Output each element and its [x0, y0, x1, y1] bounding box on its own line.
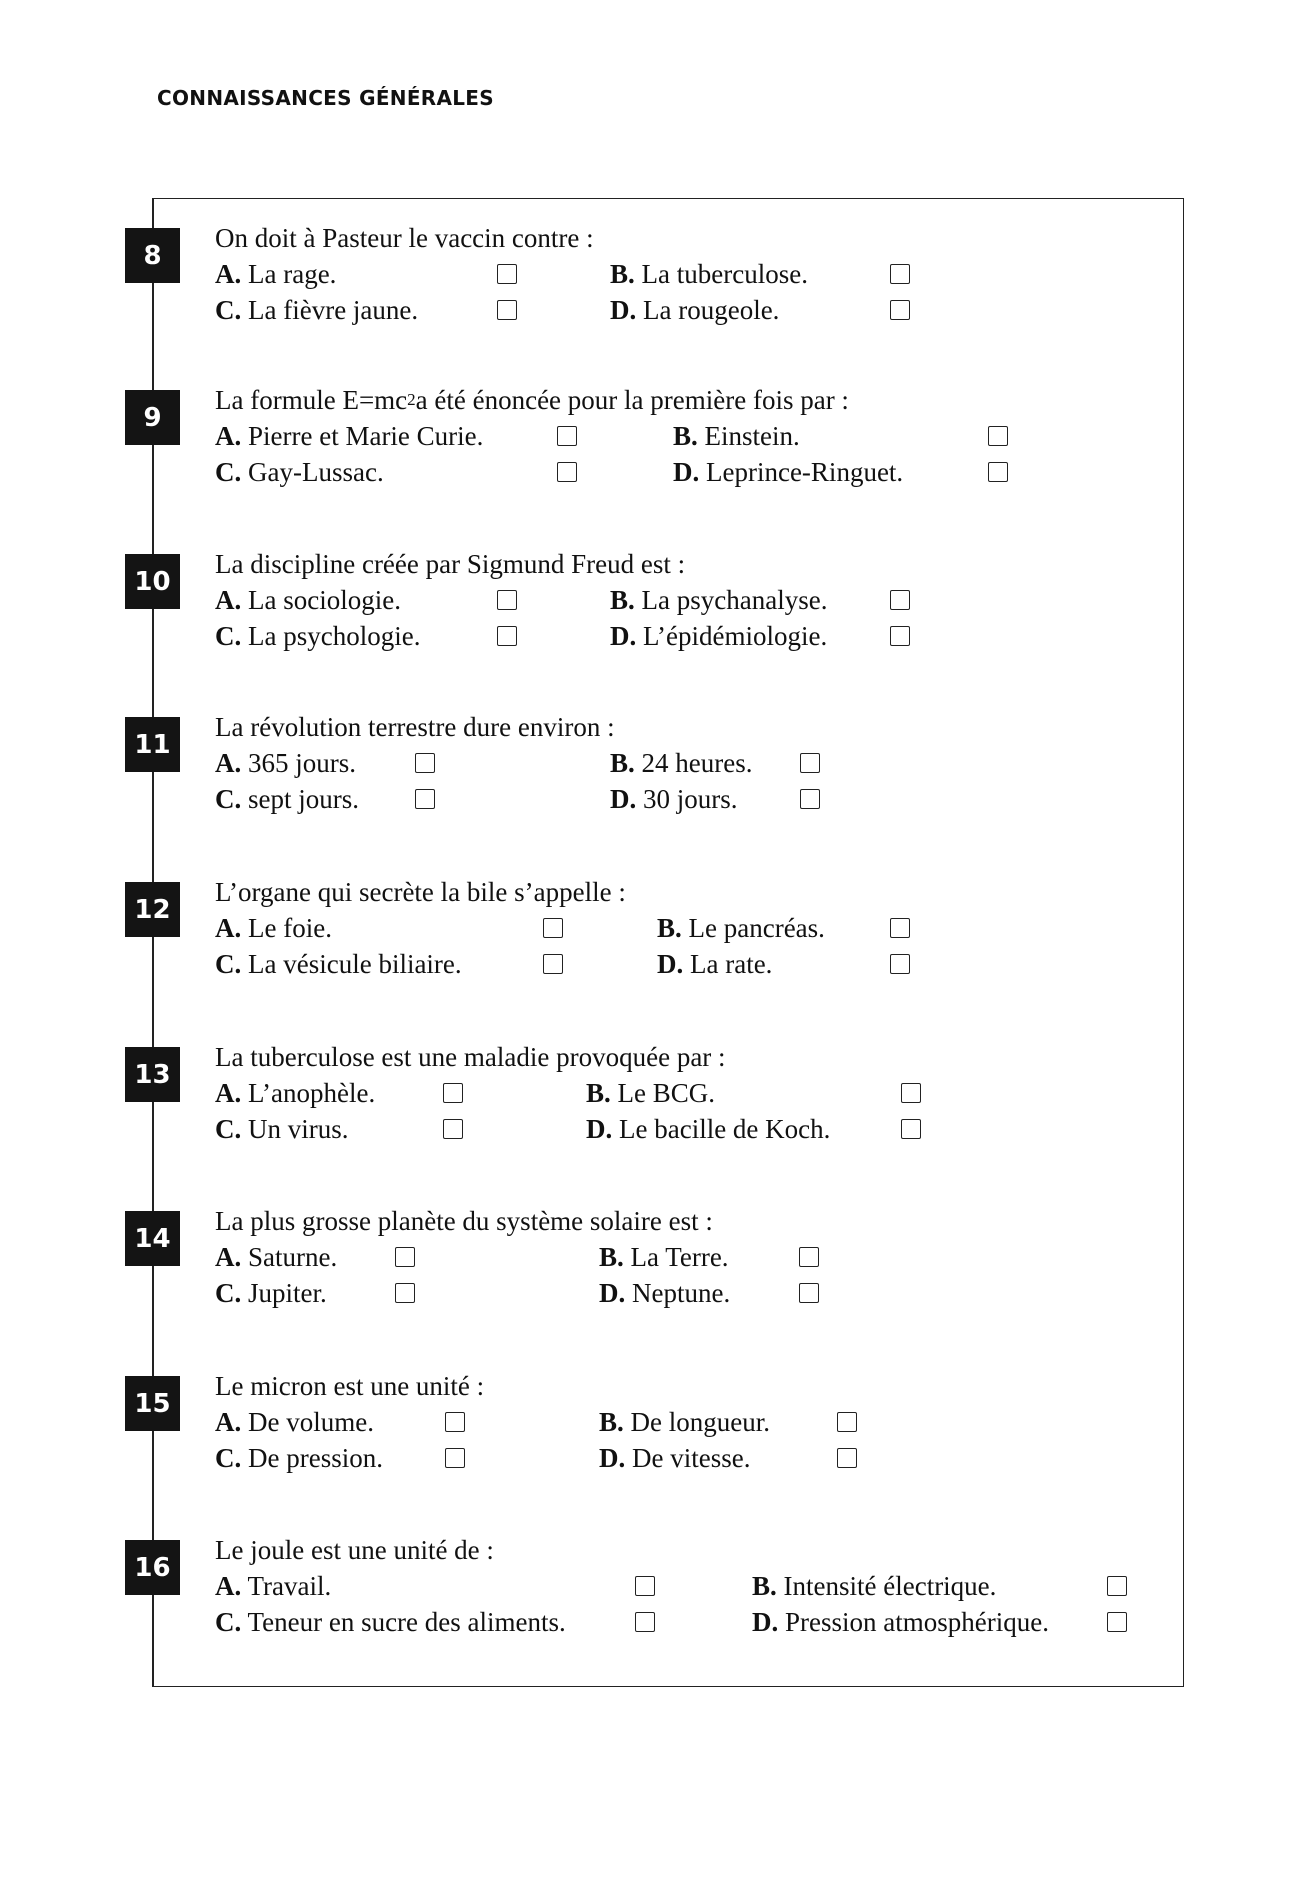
option-text: 30 jours.	[643, 784, 738, 814]
option-text: 365 jours.	[248, 748, 356, 778]
option-a[interactable]	[215, 1075, 463, 1111]
checkbox[interactable]	[543, 954, 563, 974]
question-prompt: On doit à Pasteur le vaccin contre :	[215, 223, 594, 253]
option-letter: A.	[215, 1571, 242, 1601]
option-letter: D.	[673, 457, 700, 487]
option-a[interactable]	[215, 582, 517, 618]
option-b[interactable]	[610, 582, 910, 618]
option-letter: C.	[215, 295, 242, 325]
question-16	[215, 1532, 1127, 1640]
option-text: Le foie.	[248, 913, 332, 943]
option-letter: A.	[215, 1078, 242, 1108]
option-text: Gay-Lussac.	[248, 457, 384, 487]
question-prompt: La plus grosse planète du système solaire est :	[215, 1206, 713, 1236]
option-letter: B.	[599, 1242, 624, 1272]
option-letter: C.	[215, 1607, 242, 1637]
option-text: Saturne.	[248, 1242, 338, 1272]
option-letter: A.	[215, 913, 242, 943]
option-text: La sociologie.	[248, 585, 401, 615]
option-d[interactable]	[657, 946, 910, 982]
option-letter: D.	[586, 1114, 613, 1144]
option-letter: B.	[752, 1571, 777, 1601]
question-prompt: La tuberculose est une maladie provoquée par :	[215, 1042, 726, 1072]
checkbox[interactable]	[837, 1448, 857, 1468]
checkbox[interactable]	[890, 918, 910, 938]
option-d[interactable]	[673, 454, 1008, 490]
checkbox[interactable]	[497, 626, 517, 646]
option-b[interactable]	[610, 256, 910, 292]
checkbox[interactable]	[890, 590, 910, 610]
option-text: Neptune.	[632, 1278, 731, 1308]
question-number-badge: 13	[125, 1047, 180, 1102]
option-letter: B.	[586, 1078, 611, 1108]
option-letter: D.	[610, 295, 637, 325]
option-letter: C.	[215, 457, 242, 487]
option-letter: D.	[599, 1443, 626, 1473]
option-text: De vitesse.	[632, 1443, 751, 1473]
option-letter: A.	[215, 748, 242, 778]
checkbox[interactable]	[635, 1576, 655, 1596]
option-text: Le bacille de Koch.	[619, 1114, 831, 1144]
option-text: La psychologie.	[248, 621, 421, 651]
checkbox[interactable]	[557, 426, 577, 446]
checkbox[interactable]	[497, 300, 517, 320]
checkbox[interactable]	[890, 954, 910, 974]
option-c[interactable]	[215, 1604, 655, 1640]
option-b[interactable]	[599, 1239, 819, 1275]
option-text: Un virus.	[248, 1114, 349, 1144]
checkbox[interactable]	[837, 1412, 857, 1432]
checkbox[interactable]	[557, 462, 577, 482]
checkbox[interactable]	[890, 626, 910, 646]
option-text: La rage.	[248, 259, 337, 289]
option-text: La Terre.	[630, 1242, 729, 1272]
option-text: Travail.	[247, 1571, 332, 1601]
question-number-badge: 11	[125, 717, 180, 772]
question-prompt: La discipline créée par Sigmund Freud est :	[215, 549, 686, 579]
checkbox[interactable]	[443, 1119, 463, 1139]
option-letter: C.	[215, 784, 242, 814]
option-b[interactable]	[752, 1568, 1127, 1604]
option-letter: A.	[215, 1407, 242, 1437]
checkbox[interactable]	[635, 1612, 655, 1632]
checkbox[interactable]	[445, 1448, 465, 1468]
checkbox[interactable]	[988, 426, 1008, 446]
question-prompt: La révolution terrestre dure environ :	[215, 712, 615, 742]
option-text: Jupiter.	[248, 1278, 327, 1308]
question-number-badge: 14	[125, 1211, 180, 1266]
option-a[interactable]	[215, 745, 435, 781]
question-13	[215, 1039, 921, 1147]
option-b[interactable]	[610, 745, 820, 781]
question-12	[215, 874, 910, 982]
checkbox[interactable]	[497, 264, 517, 284]
option-d[interactable]	[610, 618, 910, 654]
option-text: La rate.	[690, 949, 773, 979]
option-a[interactable]	[215, 910, 563, 946]
checkbox[interactable]	[799, 1283, 819, 1303]
option-a[interactable]	[215, 256, 517, 292]
option-text: Leprince-Ringuet.	[706, 457, 904, 487]
option-letter: D.	[599, 1278, 626, 1308]
option-text: La fièvre jaune.	[248, 295, 419, 325]
option-text: 24 heures.	[641, 748, 753, 778]
option-c[interactable]	[215, 1440, 465, 1476]
option-text: De volume.	[248, 1407, 374, 1437]
option-letter: D.	[610, 621, 637, 651]
option-c[interactable]	[215, 946, 563, 982]
checkbox[interactable]	[497, 590, 517, 610]
question-number-badge: 8	[125, 228, 180, 283]
option-text: De pression.	[248, 1443, 383, 1473]
option-d[interactable]	[752, 1604, 1127, 1640]
option-d[interactable]	[610, 292, 910, 328]
checkbox[interactable]	[1107, 1612, 1127, 1632]
option-letter: C.	[215, 949, 242, 979]
option-text: La vésicule biliaire.	[248, 949, 462, 979]
option-a[interactable]	[215, 1568, 655, 1604]
question-number-badge: 15	[125, 1376, 180, 1431]
option-b[interactable]	[657, 910, 910, 946]
option-c[interactable]	[215, 781, 435, 817]
question-number-badge: 9	[125, 390, 180, 445]
option-text: La tuberculose.	[641, 259, 808, 289]
question-8	[215, 220, 910, 328]
checkbox[interactable]	[1107, 1576, 1127, 1596]
option-c[interactable]	[215, 292, 517, 328]
checkbox[interactable]	[800, 753, 820, 773]
checkbox[interactable]	[890, 264, 910, 284]
option-a[interactable]	[215, 1404, 465, 1440]
option-letter: D.	[657, 949, 684, 979]
option-a[interactable]	[215, 418, 577, 454]
question-prompt: Le joule est une unité de :	[215, 1535, 494, 1565]
checkbox[interactable]	[901, 1119, 921, 1139]
checkbox[interactable]	[395, 1247, 415, 1267]
section-title: CONNAISSANCES GÉNÉRALES	[157, 86, 494, 110]
checkbox[interactable]	[543, 918, 563, 938]
option-text: Le pancréas.	[688, 913, 825, 943]
option-text: De longueur.	[630, 1407, 770, 1437]
option-a[interactable]	[215, 1239, 415, 1275]
option-b[interactable]	[673, 418, 1008, 454]
option-d[interactable]	[586, 1111, 921, 1147]
option-c[interactable]	[215, 1275, 415, 1311]
option-text: Intensité électrique.	[783, 1571, 997, 1601]
option-text: Teneur en sucre des aliments.	[247, 1607, 566, 1637]
option-text: La rougeole.	[643, 295, 780, 325]
checkbox[interactable]	[415, 753, 435, 773]
option-letter: B.	[657, 913, 682, 943]
option-letter: C.	[215, 621, 242, 651]
option-c[interactable]	[215, 454, 577, 490]
option-b[interactable]	[599, 1404, 857, 1440]
option-letter: D.	[610, 784, 637, 814]
option-c[interactable]	[215, 1111, 463, 1147]
option-letter: B.	[610, 748, 635, 778]
question-prompt: La formule E=mc 2 a été énoncée pour la première fois par :	[215, 385, 849, 415]
option-letter: C.	[215, 1443, 242, 1473]
option-letter: A.	[215, 421, 242, 451]
option-letter: B.	[610, 585, 635, 615]
question-10	[215, 546, 910, 654]
question-14	[215, 1203, 819, 1311]
question-9	[215, 382, 1008, 490]
option-text: Einstein.	[704, 421, 800, 451]
option-letter: A.	[215, 1242, 242, 1272]
checkbox[interactable]	[988, 462, 1008, 482]
option-letter: B.	[610, 259, 635, 289]
option-text: Pierre et Marie Curie.	[248, 421, 484, 451]
checkbox[interactable]	[800, 789, 820, 809]
question-number-badge: 10	[125, 554, 180, 609]
checkbox[interactable]	[395, 1283, 415, 1303]
question-number-badge: 16	[125, 1540, 180, 1595]
option-d[interactable]	[610, 781, 820, 817]
option-letter: C.	[215, 1114, 242, 1144]
checkbox[interactable]	[445, 1412, 465, 1432]
option-b[interactable]	[586, 1075, 921, 1111]
checkbox[interactable]	[443, 1083, 463, 1103]
option-text: La psychanalyse.	[641, 585, 828, 615]
option-text: Pression atmosphérique.	[785, 1607, 1049, 1637]
option-letter: A.	[215, 585, 242, 615]
option-letter: A.	[215, 259, 242, 289]
question-prompt: Le micron est une unité :	[215, 1371, 485, 1401]
option-d[interactable]	[599, 1440, 857, 1476]
option-c[interactable]	[215, 618, 517, 654]
question-15	[215, 1368, 857, 1476]
checkbox[interactable]	[901, 1083, 921, 1103]
option-text: L’anophèle.	[248, 1078, 376, 1108]
option-text: L’épidémiologie.	[643, 621, 828, 651]
option-text: Le BCG.	[617, 1078, 716, 1108]
question-11	[215, 709, 820, 817]
checkbox[interactable]	[415, 789, 435, 809]
option-letter: C.	[215, 1278, 242, 1308]
option-letter: B.	[673, 421, 698, 451]
question-prompt: L’organe qui secrète la bile s’appelle :	[215, 877, 626, 907]
option-letter: B.	[599, 1407, 624, 1437]
question-number-badge: 12	[125, 882, 180, 937]
option-text: sept jours.	[248, 784, 359, 814]
option-letter: D.	[752, 1607, 779, 1637]
checkbox[interactable]	[890, 300, 910, 320]
checkbox[interactable]	[799, 1247, 819, 1267]
option-d[interactable]	[599, 1275, 819, 1311]
